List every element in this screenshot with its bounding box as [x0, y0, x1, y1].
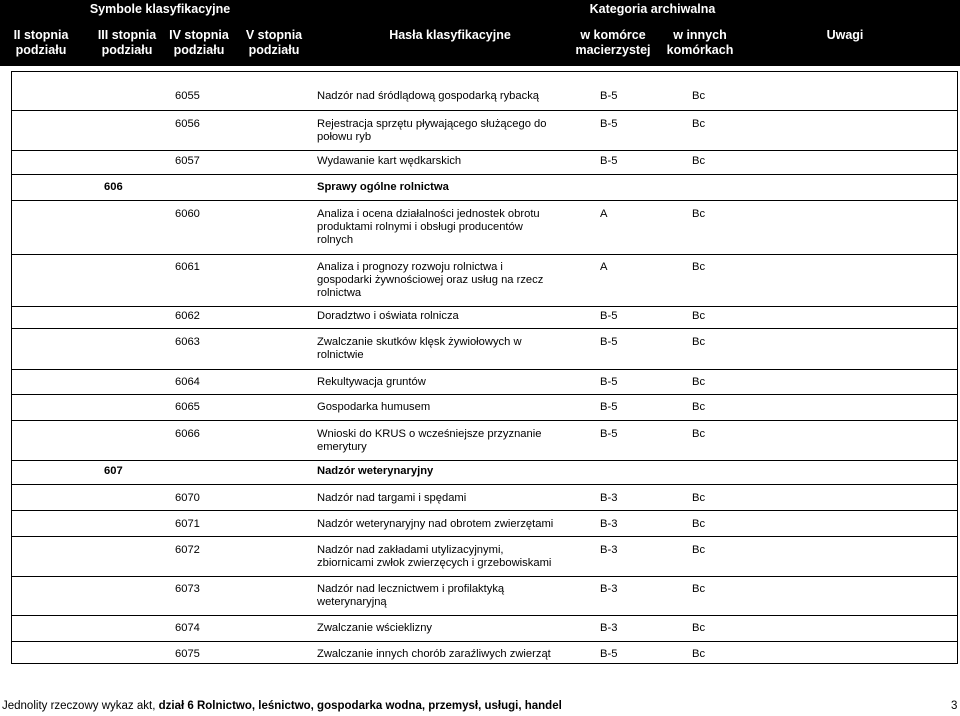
entry-title-line: Rekultywacja gruntów: [317, 376, 426, 388]
category-primary: B-5: [600, 648, 618, 660]
row-separator: [11, 510, 958, 511]
row-separator: [11, 615, 958, 616]
page-footer: [2, 700, 562, 712]
entry-title: [317, 90, 539, 103]
code-iii: 606: [104, 181, 123, 193]
category-secondary: Bc: [692, 90, 706, 102]
entry-title-line: Nadzór weterynaryjny nad obrotem zwierzętami: [317, 518, 554, 530]
category-primary: B-3: [600, 622, 618, 634]
category-primary: B-5: [600, 336, 618, 348]
footer-prefix: Jednolity rzeczowy wykaz akt,: [2, 700, 159, 712]
entry-title: [317, 208, 540, 247]
category-primary: B-5: [600, 310, 618, 322]
entry-title-line: zbiornicami zwłok zwierzęcych i grzebowiskami: [317, 557, 552, 569]
entry-title-line: Wydawanie kart wędkarskich: [317, 155, 462, 167]
code-iii: 607: [104, 465, 123, 477]
entry-title-line: Nadzór nad targami i spędami: [317, 492, 467, 504]
entry-title-line: Analiza i ocena działalności jednostek obrotu: [317, 208, 540, 220]
entry-title: [317, 181, 449, 194]
code-iv: 6057: [175, 155, 200, 167]
entry-title: [317, 428, 541, 454]
entry-title-line: Analiza i prognozy rozwoju rolnictwa i: [317, 261, 503, 273]
category-primary: B-3: [600, 492, 618, 504]
category-primary: B-5: [600, 428, 618, 440]
col-inne-heading: w innych komórkach: [666, 28, 734, 57]
footer-section: dział 6 Rolnictwo, leśnictwo, gospodarka wodna, przemysł, usługi, handel: [158, 700, 562, 712]
entry-title-line: Rejestracja sprzętu pływającego służącego do: [317, 118, 547, 130]
category-secondary: Bc: [692, 155, 706, 167]
code-iv: 6074: [175, 622, 200, 634]
category-secondary: Bc: [692, 622, 706, 634]
entry-title: [317, 376, 426, 389]
code-iv: 6062: [175, 310, 200, 322]
row-separator: [11, 420, 958, 421]
category-primary: A: [600, 208, 608, 220]
category-primary: B-5: [600, 155, 618, 167]
row-separator: [11, 254, 958, 255]
entry-title-line: Doradztwo i oświata rolnicza: [317, 310, 459, 322]
category-primary: B-5: [600, 118, 618, 130]
entry-title-line: Sprawy ogólne rolnictwa: [317, 181, 449, 193]
col-iii-heading: III stopnia podziału: [97, 28, 157, 57]
col-komorka-heading: w komórce macierzystej: [575, 28, 651, 57]
category-primary: B-3: [600, 544, 618, 556]
group-symbols-heading: Symbole klasyfikacyjne: [89, 2, 231, 16]
category-secondary: Bc: [692, 310, 706, 322]
code-iv: 6072: [175, 544, 200, 556]
category-primary: B-3: [600, 583, 618, 595]
col-v-heading: V stopnia podziału: [245, 28, 303, 57]
category-secondary: Bc: [692, 492, 706, 504]
entry-title-line: Nadzór nad zakładami utylizacyjnymi,: [317, 544, 504, 556]
entry-title: [317, 544, 551, 570]
row-separator: [11, 200, 958, 201]
category-secondary: Bc: [692, 376, 706, 388]
code-iv: 6064: [175, 376, 200, 388]
entry-title-line: Zwalczanie skutków klęsk żywiołowych w: [317, 336, 522, 348]
code-iv: 6075: [175, 648, 200, 660]
table-header: [0, 0, 960, 66]
category-primary: B-3: [600, 518, 618, 530]
category-secondary: Bc: [692, 118, 706, 130]
col-iv-heading: IV stopnia podziału: [169, 28, 229, 57]
col-uwagi-heading: Uwagi: [826, 28, 864, 42]
category-primary: B-5: [600, 376, 618, 388]
entry-title: [317, 261, 543, 300]
row-separator: [11, 641, 958, 642]
entry-title: [317, 583, 504, 609]
entry-title: [317, 310, 459, 323]
category-secondary: Bc: [692, 518, 706, 530]
entry-title-line: Wnioski do KRUS o wcześniejsze przyznanie: [317, 428, 542, 440]
code-iv: 6055: [175, 90, 200, 102]
entry-title: [317, 492, 466, 505]
entry-title-line: Zwalczanie innych chorób zaraźliwych zwierząt: [317, 648, 551, 660]
entry-title-line: emerytury: [317, 441, 367, 453]
entry-title: [317, 648, 551, 661]
entry-title-line: Zwalczanie wścieklizny: [317, 622, 433, 634]
row-separator: [11, 306, 958, 307]
code-iv: 6071: [175, 518, 200, 530]
entry-title-line: połowu ryb: [317, 131, 372, 143]
code-iv: 6061: [175, 261, 200, 273]
entry-title-line: Nadzór nad śródlądową gospodarką rybacką: [317, 90, 540, 102]
code-iv: 6063: [175, 336, 200, 348]
category-secondary: Bc: [692, 336, 706, 348]
code-iv: 6070: [175, 492, 200, 504]
category-secondary: Bc: [692, 208, 706, 220]
entry-title: [317, 401, 430, 414]
row-separator: [11, 536, 958, 537]
entry-title-line: Gospodarka humusem: [317, 401, 431, 413]
row-separator: [11, 328, 958, 329]
entry-title: [317, 622, 432, 635]
code-iv: 6060: [175, 208, 200, 220]
row-separator: [11, 460, 958, 461]
category-secondary: Bc: [692, 401, 706, 413]
entry-title-line: weterynaryjną: [317, 596, 387, 608]
category-secondary: Bc: [692, 428, 706, 440]
category-secondary: Bc: [692, 261, 706, 273]
row-separator: [11, 394, 958, 395]
code-iv: 6073: [175, 583, 200, 595]
row-separator: [11, 174, 958, 175]
entry-title-line: Nadzór weterynaryjny: [317, 465, 434, 477]
group-category-heading: Kategoria archiwalna: [589, 2, 716, 16]
entry-title-line: rolnictwie: [317, 349, 364, 361]
entry-title: [317, 336, 522, 362]
entry-title-line: rolnictwa: [317, 287, 362, 299]
entry-title-line: gospodarki żywnościowej oraz usług na rzecz: [317, 274, 544, 286]
row-separator: [11, 369, 958, 370]
category-primary: B-5: [600, 90, 618, 102]
entry-title: [317, 465, 433, 478]
entry-title: [317, 118, 546, 144]
entry-title-line: produktami rolnymi i obsługi producentów: [317, 221, 523, 233]
entry-title: [317, 518, 553, 531]
category-secondary: Bc: [692, 648, 706, 660]
row-separator: [11, 576, 958, 577]
category-primary: A: [600, 261, 608, 273]
col-ii-heading: II stopnia podziału: [13, 28, 69, 57]
row-separator: [11, 484, 958, 485]
code-iv: 6065: [175, 401, 200, 413]
page-number: 3: [951, 700, 958, 712]
row-separator: [11, 110, 958, 111]
category-secondary: Bc: [692, 544, 706, 556]
category-secondary: Bc: [692, 583, 706, 595]
entry-title-line: rolnych: [317, 234, 354, 246]
category-primary: B-5: [600, 401, 618, 413]
entry-title-line: Nadzór nad lecznictwem i profilaktyką: [317, 583, 505, 595]
code-iv: 6056: [175, 118, 200, 130]
code-iv: 6066: [175, 428, 200, 440]
row-separator: [11, 150, 958, 151]
col-haslo-heading: Hasła klasyfikacyjne: [389, 28, 511, 42]
entry-title: [317, 155, 461, 168]
